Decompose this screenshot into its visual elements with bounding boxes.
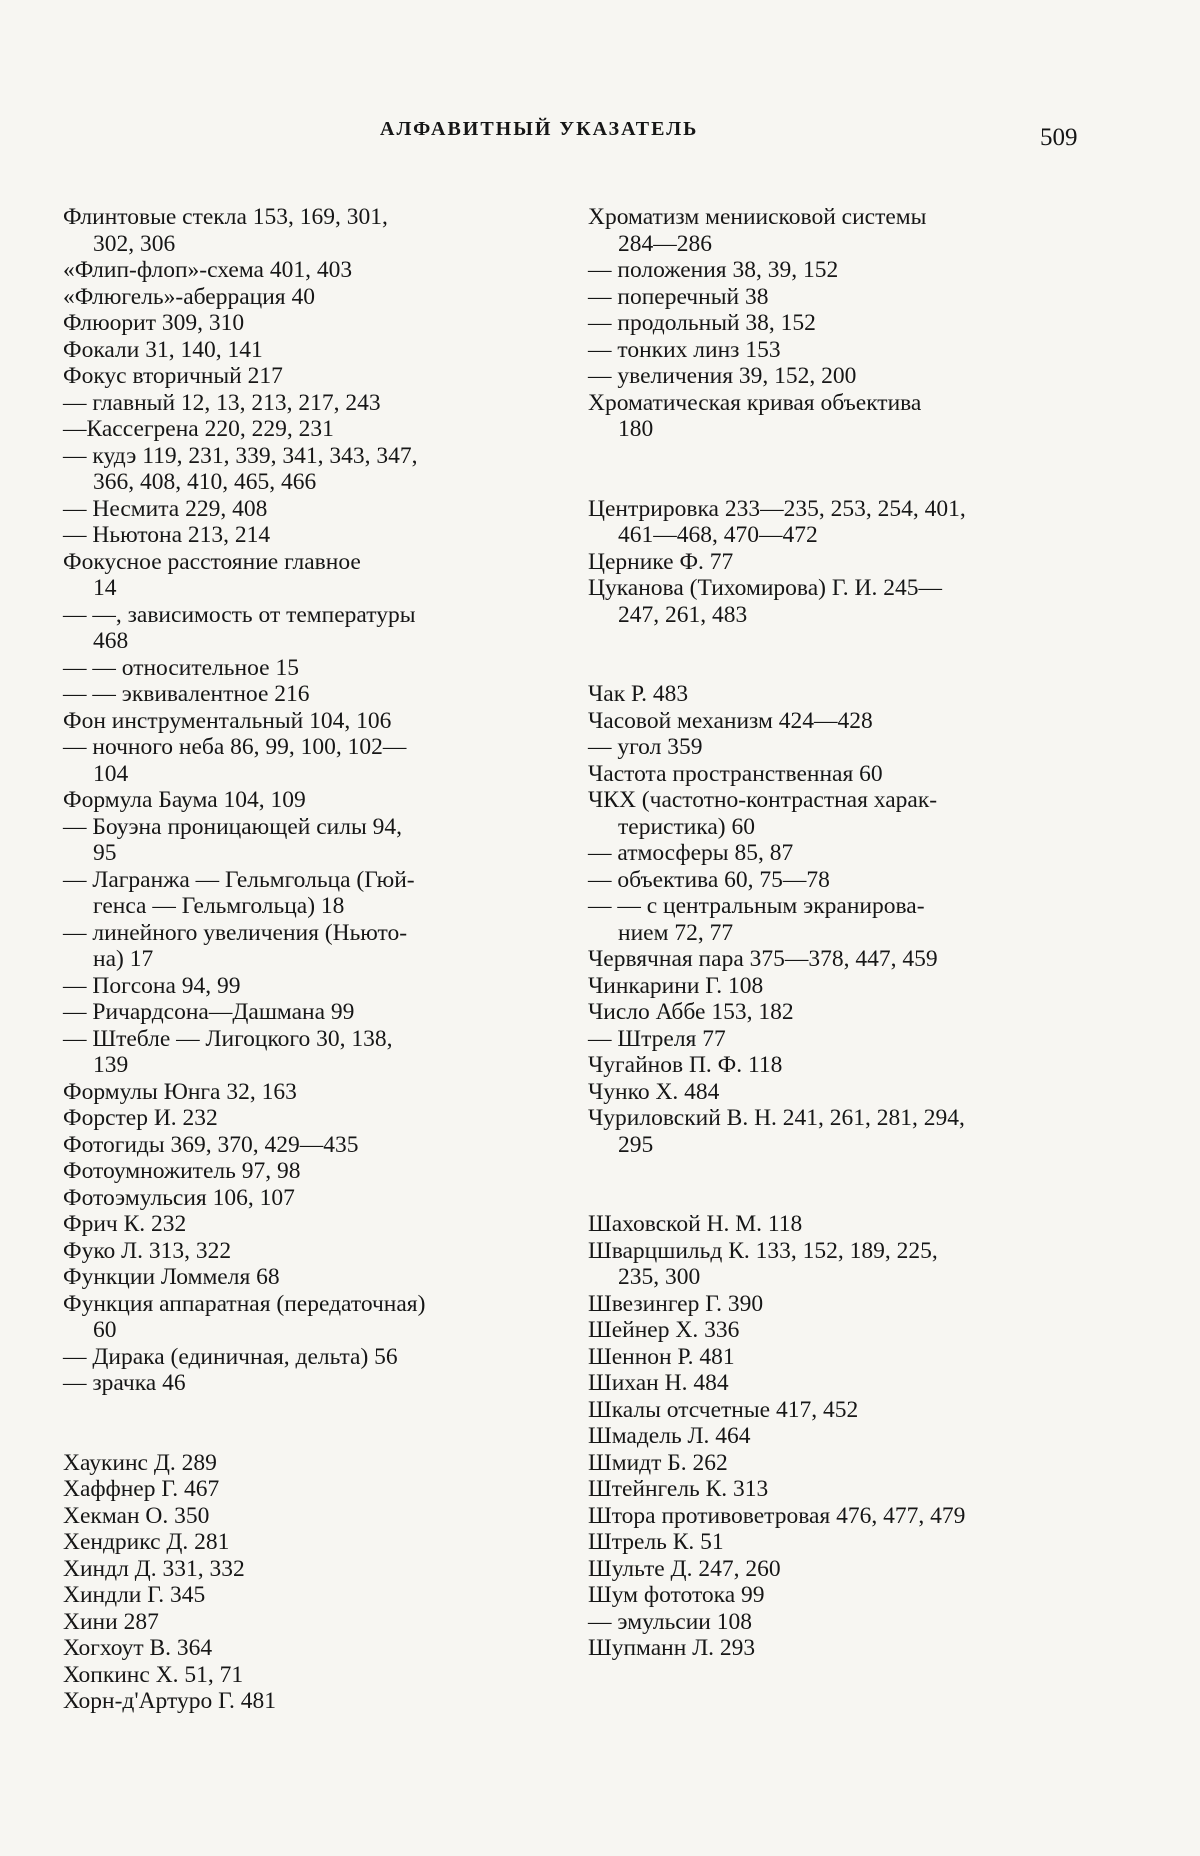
index-entry-line: Хогхоут В. 364 bbox=[63, 1635, 213, 1661]
index-entry-line: — зрачка 46 bbox=[63, 1370, 186, 1396]
index-entry bbox=[63, 1264, 553, 1291]
index-entry bbox=[63, 337, 553, 364]
index-entry-line: «Флюгель»-аберрация 40 bbox=[63, 283, 315, 310]
index-entry-line: Фотоумножитель 97, 98 bbox=[63, 1158, 301, 1184]
index-entry-line: Шмидт Б. 262 bbox=[588, 1449, 728, 1476]
index-entry bbox=[588, 1503, 1088, 1530]
index-entry-continuation: 284—286 bbox=[618, 230, 712, 257]
index-entry-line: Шмадель Л. 464 bbox=[588, 1423, 751, 1449]
index-entry bbox=[588, 390, 1088, 443]
index-entry bbox=[63, 1688, 553, 1715]
index-entry-line: — ночного неба 86, 99, 100, 102— bbox=[63, 734, 407, 760]
index-entry-line: — Штебле — Лигоцкого 30, 138, bbox=[63, 1025, 393, 1052]
index-entry bbox=[63, 708, 553, 735]
index-entry bbox=[63, 999, 553, 1026]
index-entry-line: Функция аппаратная (передаточная) bbox=[63, 1290, 426, 1317]
index-entry-line: — тонких линз 153 bbox=[588, 336, 781, 363]
index-entry bbox=[588, 1211, 1088, 1238]
index-entry-line: Хорн-д'Артуро Г. 481 bbox=[63, 1688, 277, 1714]
index-entry bbox=[63, 1132, 553, 1159]
index-entry-line: — Дирака (единичная, дельта) 56 bbox=[63, 1343, 398, 1370]
index-entry-line: Фокус вторичный 217 bbox=[63, 363, 283, 389]
index-entry bbox=[588, 1370, 1088, 1397]
index-entry-continuation: 468 bbox=[93, 628, 129, 654]
index-entry bbox=[63, 973, 553, 1000]
index-entry-line: Фуко Л. 313, 322 bbox=[63, 1237, 232, 1264]
index-entry-line: — главный 12, 13, 213, 217, 243 bbox=[63, 389, 381, 416]
index-entry-line: Флюорит 309, 310 bbox=[63, 310, 245, 336]
index-entry-line: — — относительное 15 bbox=[63, 654, 299, 681]
index-entry-line: — кудэ 119, 231, 339, 341, 343, 347, bbox=[63, 442, 418, 469]
index-entry bbox=[63, 390, 553, 417]
index-entry bbox=[588, 1317, 1088, 1344]
index-entry-continuation: теристика) 60 bbox=[618, 813, 755, 840]
index-entry-continuation: 180 bbox=[618, 416, 654, 442]
index-entry bbox=[63, 363, 553, 390]
index-entry-line: Штрель К. 51 bbox=[588, 1529, 724, 1555]
index-entry bbox=[588, 1476, 1088, 1503]
index-entry bbox=[63, 204, 553, 257]
page-number: 509 bbox=[1040, 124, 1078, 151]
index-entry bbox=[63, 814, 553, 867]
index-entry-continuation: 60 bbox=[93, 1317, 117, 1343]
index-entry bbox=[588, 284, 1088, 311]
index-entry bbox=[63, 787, 553, 814]
index-entry bbox=[588, 761, 1088, 788]
index-entry bbox=[63, 522, 553, 549]
index-entry-line: — объектива 60, 75—78 bbox=[588, 866, 830, 893]
index-entry bbox=[588, 973, 1088, 1000]
index-entry-line: Шум фототока 99 bbox=[588, 1582, 765, 1608]
index-entry-continuation: нием 72, 77 bbox=[618, 919, 734, 946]
index-entry-line: Хиндли Г. 345 bbox=[63, 1582, 206, 1608]
index-entry bbox=[63, 1105, 553, 1132]
index-entry-line: — положения 38, 39, 152 bbox=[588, 257, 839, 283]
index-entry bbox=[63, 1026, 553, 1079]
index-entry bbox=[63, 1238, 553, 1265]
index-entry-line: Шварцшильд К. 133, 152, 189, 225, bbox=[588, 1237, 938, 1264]
index-entry-continuation: на) 17 bbox=[93, 946, 154, 972]
index-entry-line: Чинкарини Г. 108 bbox=[588, 972, 764, 999]
section-gap bbox=[588, 628, 1088, 681]
index-entry-line: Хиндл Д. 331, 332 bbox=[63, 1555, 245, 1582]
index-entry-line: Хаукинс Д. 289 bbox=[63, 1449, 217, 1476]
index-entry bbox=[63, 1556, 553, 1583]
index-entry bbox=[63, 1079, 553, 1106]
index-entry-line: Функции Ломмеля 68 bbox=[63, 1264, 280, 1290]
index-entry-line: Часовой механизм 424—428 bbox=[588, 707, 873, 734]
index-entry-line: Формула Баума 104, 109 bbox=[63, 787, 306, 813]
index-entry-line: — линейного увеличения (Ньюто- bbox=[63, 919, 408, 946]
index-entry-line: — Ньютона 213, 214 bbox=[63, 522, 271, 548]
index-entry bbox=[63, 310, 553, 337]
index-entry bbox=[63, 1158, 553, 1185]
index-entry-line: — Лагранжа — Гельмгольца (Гюй- bbox=[63, 866, 415, 893]
index-entry bbox=[63, 1476, 553, 1503]
index-entry bbox=[588, 1052, 1088, 1079]
index-entry-line: Шейнер Х. 336 bbox=[588, 1317, 740, 1343]
index-entry-line: Штора противоветровая 476, 477, 479 bbox=[588, 1502, 966, 1529]
index-entry bbox=[63, 920, 553, 973]
index-entry-line: Шихан Н. 484 bbox=[588, 1370, 729, 1396]
index-entry-continuation: 235, 300 bbox=[618, 1264, 701, 1290]
index-entry bbox=[588, 1079, 1088, 1106]
index-entry-line: Центрировка 233—235, 253, 254, 401, bbox=[588, 495, 966, 522]
index-entry-line: — угол 359 bbox=[588, 734, 703, 760]
index-entry bbox=[63, 257, 553, 284]
index-entry bbox=[588, 549, 1088, 576]
index-entry bbox=[588, 257, 1088, 284]
index-entry bbox=[588, 893, 1088, 946]
index-entry-line: — — с центральным экранирова- bbox=[588, 893, 925, 919]
index-entry bbox=[63, 443, 553, 496]
index-entry bbox=[63, 1185, 553, 1212]
index-entry bbox=[588, 1397, 1088, 1424]
index-entry bbox=[588, 787, 1088, 840]
index-entry-line: ЧКХ (частотно-контрастная харак- bbox=[588, 787, 938, 813]
index-entry bbox=[588, 867, 1088, 894]
index-entry-continuation: генса — Гельмгольца) 18 bbox=[93, 893, 345, 919]
section-gap bbox=[63, 1397, 553, 1450]
index-entry-continuation: 139 bbox=[93, 1052, 129, 1078]
index-entry bbox=[63, 655, 553, 682]
index-entry-line: Хендрикс Д. 281 bbox=[63, 1529, 230, 1555]
index-entry bbox=[63, 284, 553, 311]
index-entry-line: Хини 287 bbox=[63, 1608, 159, 1635]
index-entry-line: — продольный 38, 152 bbox=[588, 310, 816, 336]
index-entry-line: Чак Р. 483 bbox=[588, 681, 689, 707]
index-column-left bbox=[63, 204, 553, 1715]
index-entry bbox=[588, 1423, 1088, 1450]
index-entry-line: Штейнгель К. 313 bbox=[588, 1476, 769, 1502]
index-entry-continuation: 366, 408, 410, 465, 466 bbox=[93, 469, 317, 495]
index-entry-line: Шульте Д. 247, 260 bbox=[588, 1555, 781, 1582]
index-entry bbox=[63, 681, 553, 708]
index-entry-line: — увеличения 39, 152, 200 bbox=[588, 363, 857, 389]
index-entry-line: Хроматизм мениисковой системы bbox=[588, 204, 927, 230]
index-entry bbox=[588, 681, 1088, 708]
index-entry bbox=[588, 946, 1088, 973]
index-entry bbox=[588, 1238, 1088, 1291]
index-entry bbox=[63, 1211, 553, 1238]
index-entry bbox=[63, 1635, 553, 1662]
index-entry bbox=[588, 840, 1088, 867]
index-entry bbox=[588, 575, 1088, 628]
index-entry-line: Швезингер Г. 390 bbox=[588, 1290, 764, 1317]
index-entry-line: Шаховской Н. М. 118 bbox=[588, 1211, 803, 1237]
index-entry-line: Чуриловский В. Н. 241, 261, 281, 294, bbox=[588, 1105, 965, 1131]
index-entry bbox=[588, 1556, 1088, 1583]
index-entry-line: Цуканова (Тихомирова) Г. И. 245— bbox=[588, 575, 942, 601]
index-entry-line: — эмульсии 108 bbox=[588, 1608, 752, 1635]
index-entry-line: Хекман О. 350 bbox=[63, 1502, 210, 1529]
index-entry-line: Фрич К. 232 bbox=[63, 1211, 187, 1237]
index-entry-line: Шупманн Л. 293 bbox=[588, 1635, 756, 1661]
index-entry-line: — — эквивалентное 216 bbox=[63, 681, 310, 707]
index-entry bbox=[63, 734, 553, 787]
index-entry bbox=[588, 1635, 1088, 1662]
index-entry bbox=[588, 1529, 1088, 1556]
index-entry-line: — Штреля 77 bbox=[588, 1025, 726, 1052]
index-entry-continuation: 104 bbox=[93, 760, 129, 787]
index-entry bbox=[588, 708, 1088, 735]
index-entry bbox=[588, 204, 1088, 257]
index-entry bbox=[63, 496, 553, 523]
index-entry bbox=[588, 1609, 1088, 1636]
index-column-right bbox=[588, 204, 1088, 1662]
index-entry-line: Фотогиды 369, 370, 429—435 bbox=[63, 1131, 359, 1158]
index-entry-line: — Ричардсона—Дашмана 99 bbox=[63, 999, 355, 1025]
index-entry bbox=[63, 549, 553, 602]
index-entry-line: Цернике Ф. 77 bbox=[588, 548, 734, 575]
section-gap bbox=[588, 1158, 1088, 1211]
index-entry-line: Частота пространственная 60 bbox=[588, 760, 883, 787]
index-entry-line: Чугайнов П. Ф. 118 bbox=[588, 1052, 783, 1078]
index-entry-line: Хроматическая кривая объектива bbox=[588, 389, 922, 416]
index-entry-line: Число Аббе 153, 182 bbox=[588, 999, 794, 1025]
index-entry-continuation: 247, 261, 483 bbox=[618, 601, 748, 628]
index-entry bbox=[588, 1026, 1088, 1053]
index-entry bbox=[588, 496, 1088, 549]
index-entry-line: Хаффнер Г. 467 bbox=[63, 1476, 220, 1502]
index-entry bbox=[588, 1291, 1088, 1318]
index-entry-line: Фон инструментальный 104, 106 bbox=[63, 707, 392, 734]
index-entry bbox=[588, 337, 1088, 364]
index-entry bbox=[63, 1291, 553, 1344]
index-entry bbox=[588, 310, 1088, 337]
index-entry-continuation: 95 bbox=[93, 840, 117, 866]
index-entry bbox=[63, 1450, 553, 1477]
index-entry-line: — поперечный 38 bbox=[588, 283, 769, 310]
index-entry-line: Флинтовые стекла 153, 169, 301, bbox=[63, 204, 388, 230]
index-entry-line: — —, зависимость от температуры bbox=[63, 601, 416, 628]
index-entry-line: — Погсона 94, 99 bbox=[63, 972, 241, 999]
index-entry bbox=[63, 867, 553, 920]
index-entry-line: Форстер И. 232 bbox=[63, 1105, 218, 1131]
index-entry-line: Шкалы отсчетные 417, 452 bbox=[588, 1396, 859, 1423]
index-entry bbox=[63, 416, 553, 443]
index-entry bbox=[63, 1582, 553, 1609]
index-entry bbox=[588, 1105, 1088, 1158]
index-entry-line: «Флип-флоп»-схема 401, 403 bbox=[63, 257, 353, 283]
index-entry-line: Фотоэмульсия 106, 107 bbox=[63, 1184, 295, 1211]
index-entry-line: Чунко Х. 484 bbox=[588, 1078, 720, 1105]
index-entry-line: Хопкинс Х. 51, 71 bbox=[63, 1661, 244, 1688]
index-entry-line: Формулы Юнга 32, 163 bbox=[63, 1078, 297, 1105]
index-entry-line: Червячная пара 375—378, 447, 459 bbox=[588, 946, 938, 972]
index-entry bbox=[63, 1344, 553, 1371]
index-entry-continuation: 295 bbox=[618, 1131, 654, 1158]
index-entry-line: —Кассегрена 220, 229, 231 bbox=[63, 416, 334, 442]
index-entry bbox=[588, 1582, 1088, 1609]
index-entry bbox=[588, 1450, 1088, 1477]
index-entry bbox=[63, 1503, 553, 1530]
index-entry bbox=[588, 1344, 1088, 1371]
index-entry-line: Фокусное расстояние главное bbox=[63, 548, 361, 575]
index-entry bbox=[63, 1370, 553, 1397]
index-entry-continuation: 302, 306 bbox=[93, 230, 176, 257]
index-entry bbox=[588, 363, 1088, 390]
index-entry bbox=[63, 1609, 553, 1636]
index-entry-line: Шеннон Р. 481 bbox=[588, 1343, 735, 1370]
index-entry-line: Фокали 31, 140, 141 bbox=[63, 336, 263, 363]
index-entry bbox=[588, 734, 1088, 761]
index-entry-line: — атмосферы 85, 87 bbox=[588, 840, 794, 866]
section-gap bbox=[588, 443, 1088, 496]
index-entry bbox=[588, 999, 1088, 1026]
index-entry bbox=[63, 1662, 553, 1689]
index-entry-line: — Боуэна проницающей силы 94, bbox=[63, 813, 402, 840]
index-entry-line: — Несмита 229, 408 bbox=[63, 495, 268, 522]
index-entry bbox=[63, 602, 553, 655]
index-entry-continuation: 461—468, 470—472 bbox=[618, 522, 818, 548]
index-entry-continuation: 14 bbox=[93, 575, 117, 601]
index-entry bbox=[63, 1529, 553, 1556]
running-head: АЛФАВИТНЫЙ УКАЗАТЕЛЬ bbox=[380, 118, 699, 140]
